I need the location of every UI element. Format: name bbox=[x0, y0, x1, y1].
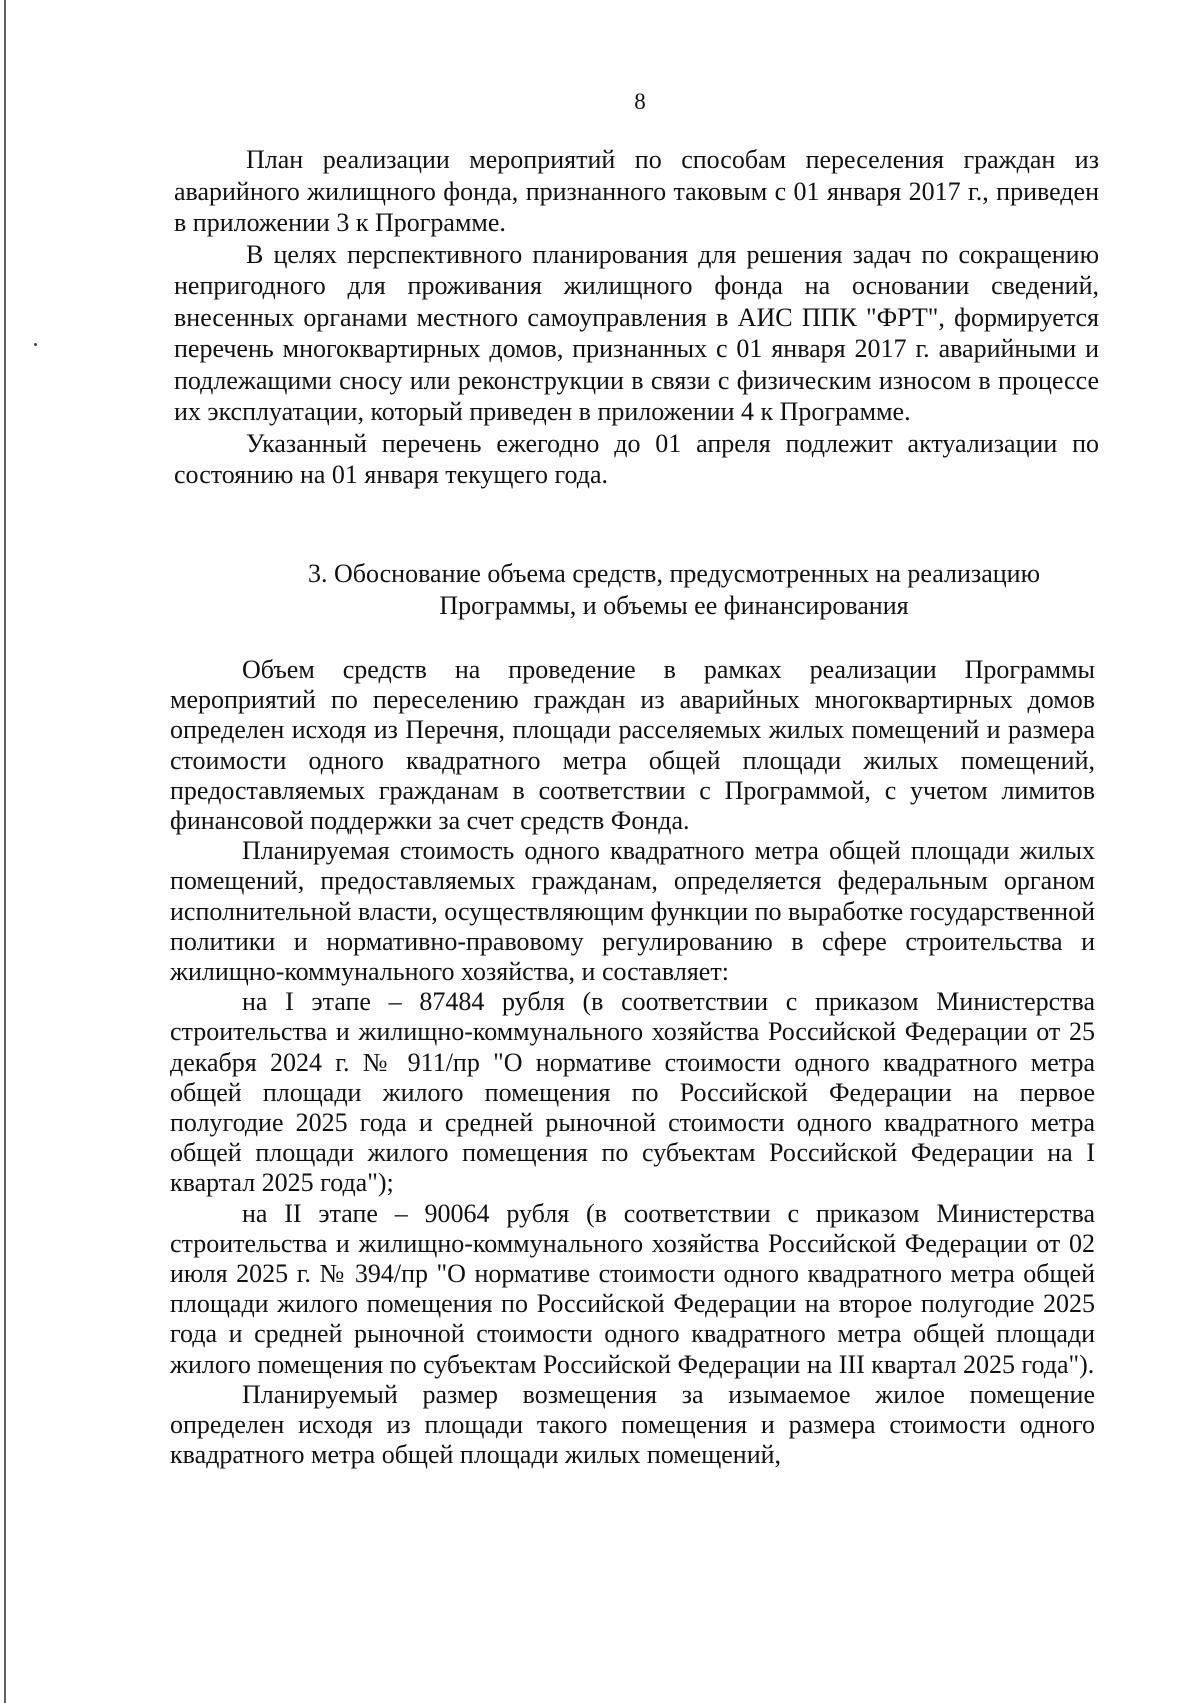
body-text-top bbox=[174, 144, 1099, 491]
paragraph-planning: В целях перспективного планирования для решения задач по сокращению непригодного для проживания жилищного фонда на основании сведений, внесенных органами местного самоуправления в АИС ППК "ФРТ", формируется перечень многоквартирных домов, признанных с 01 января 2017 г. аварийными и подлежащими сносу или реконструкции в связи с физическим износом в процессе их эксплуатации, который приведен в приложении 4 к Программе. bbox=[174, 239, 1099, 426]
paragraph-plan: План реализации мероприятий по способам переселения граждан из аварийного жилищного фонда, признанного таковым с 01 января 2017 г., приведен в приложении 3 к Программе. bbox=[174, 145, 1099, 237]
section-heading-line-2: Программы, и объемы ее финансирования bbox=[439, 591, 909, 620]
paragraph-planned-cost: Планируемая стоимость одного квадратного метра общей площади жилых помещений, предоставляемых гражданам, определяется федеральным органом исполнительной власти, осуществляющим функции по выработке государственной политики и нормативно-правовому регулированию в сфере строительства и жилищно-коммунального хозяйства, и составляет: bbox=[170, 836, 1095, 987]
body-text-bottom bbox=[170, 655, 1095, 1470]
paragraph-compensation: Планируемый размер возмещения за изымаемое жилое помещение определен исходя из площади такого помещения и размера стоимости одного квадратного метра общей площади жилых помещений, bbox=[170, 1379, 1095, 1470]
section-heading bbox=[174, 558, 1174, 622]
section-heading-line-1: 3. Обоснование объема средств, предусмотренных на реализацию bbox=[307, 559, 1040, 588]
paragraph-list-update: Указанный перечень ежегодно до 01 апреля подлежит актуализации по состоянию на 01 января текущего года. bbox=[174, 428, 1099, 489]
paragraph-stage-1: на I этапе – 87484 рубля (в соответствии с приказом Министерства строительства и жилищно-коммунального хозяйства Российской Федерации от 25 декабря 2024 г. № 911/пр "О нормативе стоимости одного квадратного метра общей площади жилого помещения по Российской Федерации на первое полугодие 2025 года и средней рыночной стоимости одного квадратного метра общей площади жилого помещения по субъектам Российской Федерации на I квартал 2025 года"); bbox=[170, 987, 1095, 1198]
scan-edge-line bbox=[4, 0, 6, 1703]
paragraph-stage-2: на II этапе – 90064 рубля (в соответствии с приказом Министерства строительства и жилищно-коммунального хозяйства Российской Федерации от 02 июля 2025 г. № 394/пр "О нормативе стоимости одного квадратного метра общей площади жилого помещения по Российской Федерации на второе полугодие 2025 года и средней рыночной стоимости одного квадратного метра общей площади жилого помещения по субъектам Российской Федерации на III квартал 2025 года"). bbox=[170, 1198, 1095, 1379]
page-number: 8 bbox=[634, 89, 646, 114]
scan-speck bbox=[34, 343, 37, 346]
paragraph-funds-volume: Объем средств на проведение в рамках реализации Программы мероприятий по переселению граждан из аварийных многоквартирных домов определен исходя из Перечня, площади расселяемых жилых помещений и размера стоимости одного квадратного метра общей площади жилых помещений, предоставляемых гражданам в соответствии с Программой, с учетом лимитов финансовой поддержки за счет средств Фонда. bbox=[170, 655, 1095, 836]
